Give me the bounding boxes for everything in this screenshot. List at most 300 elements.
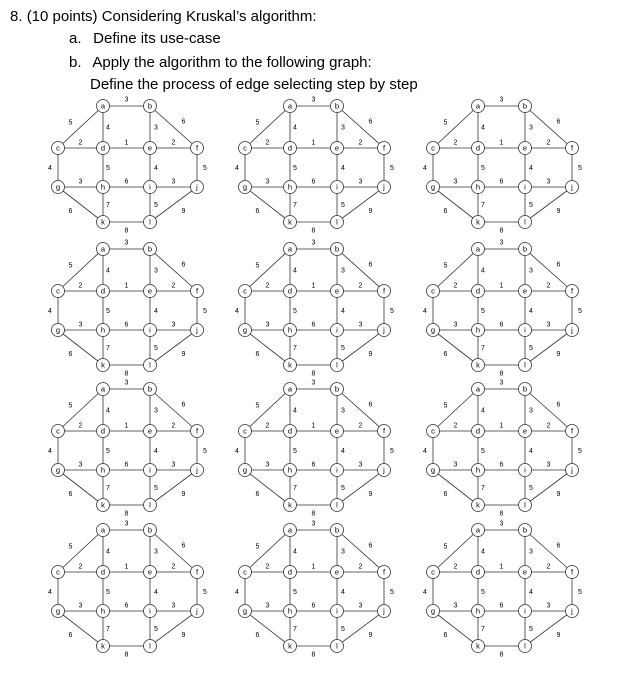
node-f (191, 566, 204, 579)
edge-weight-g-k: 6 (443, 351, 448, 358)
node-label: c (243, 143, 247, 153)
edge-weight-b-f: 6 (368, 401, 373, 409)
edge-weight-h-k: 7 (481, 626, 485, 633)
node-label: d (287, 143, 293, 153)
node-d (472, 425, 485, 438)
edge-weight-c-g: 4 (235, 165, 239, 172)
edge-weight-k-l: 8 (311, 227, 316, 235)
node-g (427, 464, 440, 477)
node-label: f (382, 286, 386, 296)
edge-weight-h-i: 6 (311, 602, 316, 610)
node-label: j (383, 465, 385, 475)
edge-weight-h-i: 6 (499, 461, 504, 469)
node-label: c (243, 426, 247, 436)
edge-weight-c-g: 4 (48, 308, 52, 315)
node-e (331, 566, 344, 579)
edge-weight-e-f: 2 (546, 422, 551, 430)
edge-weight-i-l: 5 (529, 485, 533, 492)
node-label: h (287, 325, 293, 335)
node-l (331, 359, 344, 372)
node-h (97, 181, 110, 194)
node-i (331, 605, 344, 618)
edge-g-k (433, 611, 478, 646)
node-label: l (336, 500, 338, 510)
edge-weight-i-j: 3 (358, 461, 363, 469)
part-b-subtext: Define the process of edge selecting step by step (90, 76, 418, 93)
node-label: i (336, 606, 338, 616)
edge-weight-j-l: 9 (181, 351, 186, 358)
edge-weight-i-l: 5 (154, 485, 158, 492)
edge-weight-h-i: 6 (311, 461, 316, 469)
node-label: h (287, 182, 293, 192)
edge-weight-b-e: 3 (529, 267, 533, 275)
node-label: b (334, 525, 340, 535)
edge-weight-a-b: 3 (124, 379, 129, 387)
edge-weight-d-h: 5 (293, 308, 297, 315)
edge-weight-a-c: 5 (255, 262, 260, 270)
node-b (331, 383, 344, 396)
edge-weight-a-b: 3 (124, 96, 129, 104)
node-label: b (522, 101, 528, 111)
edge-weight-k-l: 8 (124, 227, 129, 235)
edge-weight-f-j: 5 (578, 589, 582, 596)
node-label: c (431, 143, 435, 153)
edge-weight-d-h: 5 (293, 165, 297, 172)
edge-weight-d-h: 5 (293, 589, 297, 596)
edge-weight-d-e: 1 (499, 563, 504, 571)
node-i (519, 181, 532, 194)
node-c (427, 285, 440, 298)
node-label: h (100, 325, 106, 335)
edge-weight-a-d: 4 (293, 267, 297, 275)
node-d (472, 566, 485, 579)
edge-weight-i-l: 5 (341, 345, 345, 352)
edge-weight-c-d: 2 (265, 422, 270, 430)
edge-weight-a-b: 3 (124, 520, 129, 528)
node-label: k (288, 500, 292, 510)
edge-weight-j-l: 9 (368, 208, 373, 215)
node-label: j (571, 325, 573, 335)
node-label: i (149, 182, 151, 192)
node-label: b (334, 384, 340, 394)
edge-weight-a-b: 3 (499, 96, 504, 104)
node-label: b (147, 525, 153, 535)
node-i (144, 605, 157, 618)
node-h (472, 605, 485, 618)
node-label: b (147, 384, 153, 394)
edge-weight-g-h: 3 (78, 461, 83, 469)
edge-weight-k-l: 8 (124, 370, 129, 378)
node-l (519, 359, 532, 372)
edge-weight-i-j: 3 (546, 461, 551, 469)
node-f (378, 566, 391, 579)
node-c (239, 285, 252, 298)
node-label: d (475, 143, 481, 153)
node-e (144, 285, 157, 298)
node-a (97, 100, 110, 113)
node-e (144, 142, 157, 155)
node-label: h (287, 606, 293, 616)
edge-weight-b-e: 3 (529, 407, 533, 415)
edge-weight-h-i: 6 (124, 178, 129, 186)
node-e (519, 425, 532, 438)
edge-weight-j-l: 9 (556, 208, 561, 215)
node-label: f (570, 426, 574, 436)
edge-weight-d-e: 1 (124, 422, 129, 430)
edge-weight-h-i: 6 (499, 602, 504, 610)
node-label: l (149, 500, 151, 510)
graph-copy-8 (235, 380, 394, 518)
edge-weight-d-h: 5 (293, 448, 297, 455)
edge-weight-g-h: 3 (265, 321, 270, 329)
edge-weight-k-l: 8 (311, 651, 316, 659)
node-label: j (383, 325, 385, 335)
edge-weight-h-i: 6 (311, 178, 316, 186)
node-k (472, 216, 485, 229)
node-label: e (334, 286, 340, 296)
edge-weight-c-d: 2 (78, 422, 83, 430)
edge-weight-g-h: 3 (453, 321, 458, 329)
edge-weight-j-l: 9 (368, 351, 373, 358)
edge-weight-i-l: 5 (154, 345, 158, 352)
node-label: b (334, 244, 340, 254)
node-e (144, 566, 157, 579)
edge-weight-a-d: 4 (293, 124, 297, 132)
node-label: e (522, 567, 528, 577)
edge-weight-i-j: 3 (358, 321, 363, 329)
edge-weight-a-d: 4 (481, 548, 485, 556)
node-g (52, 181, 65, 194)
edge-weight-d-h: 5 (481, 448, 485, 455)
edge-weight-d-e: 1 (124, 139, 129, 147)
edge-weight-k-l: 8 (499, 651, 504, 659)
edge-weight-k-l: 8 (499, 227, 504, 235)
edge-weight-c-g: 4 (235, 589, 239, 596)
node-c (239, 566, 252, 579)
node-a (284, 100, 297, 113)
graph-copy-1 (48, 97, 207, 235)
edge-weight-e-i: 4 (341, 308, 345, 315)
edge-weight-b-f: 6 (181, 401, 186, 409)
node-c (52, 566, 65, 579)
edge-weight-a-d: 4 (481, 407, 485, 415)
edge-g-k (433, 330, 478, 365)
edge-weight-f-j: 5 (203, 308, 207, 315)
edge-weight-a-b: 3 (311, 520, 316, 528)
node-l (144, 359, 157, 372)
node-label: f (382, 567, 386, 577)
edge-weight-g-k: 6 (255, 351, 260, 358)
edge-weight-d-e: 1 (499, 139, 504, 147)
edge-weight-i-j: 3 (546, 602, 551, 610)
edge-weight-a-d: 4 (106, 267, 110, 275)
node-label: f (195, 426, 199, 436)
edge-weight-e-f: 2 (171, 563, 176, 571)
edge-weight-d-h: 5 (481, 308, 485, 315)
edge-weight-c-g: 4 (235, 448, 239, 455)
node-label: c (431, 286, 435, 296)
node-label: j (571, 606, 573, 616)
edge-weight-c-g: 4 (48, 165, 52, 172)
edge-weight-h-k: 7 (481, 202, 485, 209)
edge-weight-a-b: 3 (311, 96, 316, 104)
edge-weight-d-h: 5 (106, 165, 110, 172)
node-b (519, 100, 532, 113)
node-k (472, 499, 485, 512)
edge-weight-k-l: 8 (499, 510, 504, 518)
node-j (191, 464, 204, 477)
node-j (566, 181, 579, 194)
node-f (191, 425, 204, 438)
edge-weight-a-d: 4 (106, 407, 110, 415)
node-label: c (56, 567, 60, 577)
edge-weight-b-f: 6 (556, 118, 561, 126)
edge-weight-a-c: 5 (443, 262, 448, 270)
edge-weight-a-b: 3 (311, 379, 316, 387)
node-h (284, 464, 297, 477)
node-a (97, 383, 110, 396)
edge-weight-b-e: 3 (529, 548, 533, 556)
node-label: b (334, 101, 340, 111)
edge-weight-a-c: 5 (255, 402, 260, 410)
node-b (144, 524, 157, 537)
node-label: h (100, 606, 106, 616)
edge-weight-j-l: 9 (181, 491, 186, 498)
edge-g-k (58, 470, 103, 505)
node-label: a (287, 101, 293, 111)
node-a (472, 383, 485, 396)
node-label: f (195, 143, 199, 153)
node-c (52, 142, 65, 155)
node-k (97, 640, 110, 653)
node-label: i (524, 606, 526, 616)
node-i (519, 605, 532, 618)
edge-weight-i-l: 5 (154, 626, 158, 633)
node-label: e (522, 143, 528, 153)
edge-weight-g-k: 6 (255, 491, 260, 498)
edge-weight-c-d: 2 (265, 139, 270, 147)
edge-weight-k-l: 8 (124, 510, 129, 518)
edge-weight-i-j: 3 (171, 321, 176, 329)
node-k (97, 359, 110, 372)
node-label: i (149, 465, 151, 475)
node-e (519, 566, 532, 579)
edge-weight-k-l: 8 (311, 370, 316, 378)
node-i (519, 324, 532, 337)
node-label: j (383, 182, 385, 192)
node-label: i (524, 325, 526, 335)
edge-g-k (245, 330, 290, 365)
node-label: b (522, 525, 528, 535)
node-label: j (196, 465, 198, 475)
node-label: h (475, 465, 481, 475)
node-label: d (287, 567, 293, 577)
edge-weight-h-k: 7 (106, 345, 110, 352)
edge-weight-a-d: 4 (293, 407, 297, 415)
node-i (331, 324, 344, 337)
node-b (519, 383, 532, 396)
edge-weight-h-i: 6 (124, 602, 129, 610)
edge-weight-i-j: 3 (358, 178, 363, 186)
node-label: k (288, 217, 292, 227)
node-label: a (100, 525, 106, 535)
edge-weight-c-g: 4 (235, 308, 239, 315)
edge-weight-e-f: 2 (546, 282, 551, 290)
edge-weight-i-l: 5 (154, 202, 158, 209)
edge-weight-c-d: 2 (78, 282, 83, 290)
node-h (97, 605, 110, 618)
node-e (331, 142, 344, 155)
node-d (472, 285, 485, 298)
edge-weight-g-k: 6 (443, 208, 448, 215)
node-label: e (334, 567, 340, 577)
edge-weight-a-c: 5 (68, 402, 73, 410)
node-k (97, 216, 110, 229)
node-label: g (430, 325, 436, 335)
node-j (191, 181, 204, 194)
edge-weight-j-l: 9 (556, 351, 561, 358)
node-label: g (55, 325, 61, 335)
edge-weight-h-k: 7 (293, 485, 297, 492)
node-label: l (336, 641, 338, 651)
node-label: e (334, 426, 340, 436)
node-label: a (287, 384, 293, 394)
node-g (52, 605, 65, 618)
node-f (378, 425, 391, 438)
node-label: f (382, 143, 386, 153)
edge-weight-a-d: 4 (481, 124, 485, 132)
edge-weight-h-k: 7 (106, 202, 110, 209)
edge-weight-f-j: 5 (390, 165, 394, 172)
edge-weight-f-j: 5 (203, 589, 207, 596)
node-label: e (522, 426, 528, 436)
node-k (284, 640, 297, 653)
node-label: d (287, 426, 293, 436)
edge-weight-c-g: 4 (48, 589, 52, 596)
node-label: h (100, 465, 106, 475)
node-c (427, 425, 440, 438)
edge-g-k (433, 187, 478, 222)
edge-weight-g-k: 6 (443, 632, 448, 639)
edge-weight-i-j: 3 (171, 178, 176, 186)
edge-weight-i-l: 5 (529, 345, 533, 352)
edge-weight-a-c: 5 (68, 543, 73, 551)
edge-weight-e-f: 2 (171, 139, 176, 147)
node-label: a (475, 384, 481, 394)
node-j (378, 605, 391, 618)
edge-weight-d-e: 1 (311, 282, 316, 290)
edge-weight-j-l: 9 (181, 208, 186, 215)
node-label: g (55, 606, 61, 616)
node-d (284, 142, 297, 155)
node-label: k (476, 641, 480, 651)
node-a (472, 524, 485, 537)
edge-weight-b-f: 6 (181, 542, 186, 550)
node-k (472, 359, 485, 372)
node-label: l (524, 500, 526, 510)
edge-weight-a-b: 3 (124, 239, 129, 247)
edge-weight-k-l: 8 (124, 651, 129, 659)
edge-weight-a-b: 3 (499, 239, 504, 247)
edge-weight-f-j: 5 (578, 308, 582, 315)
edge-weight-a-c: 5 (443, 119, 448, 127)
edge-weight-g-h: 3 (265, 602, 270, 610)
node-l (144, 499, 157, 512)
node-c (427, 142, 440, 155)
node-label: f (570, 143, 574, 153)
graph-copy-4 (48, 240, 207, 378)
edge-g-k (245, 470, 290, 505)
edge-weight-i-j: 3 (171, 602, 176, 610)
edge-weight-f-j: 5 (203, 165, 207, 172)
edge-weight-e-i: 4 (154, 165, 158, 172)
edge-weight-d-h: 5 (106, 448, 110, 455)
edge-weight-i-j: 3 (171, 461, 176, 469)
edge-weight-a-c: 5 (255, 119, 260, 127)
node-label: b (147, 101, 153, 111)
node-h (97, 464, 110, 477)
node-label: f (382, 426, 386, 436)
node-label: k (476, 360, 480, 370)
edge-weight-i-j: 3 (546, 321, 551, 329)
edge-weight-g-k: 6 (68, 208, 73, 215)
node-label: l (524, 360, 526, 370)
edge-weight-d-e: 1 (499, 282, 504, 290)
edge-weight-g-h: 3 (265, 178, 270, 186)
node-f (566, 425, 579, 438)
node-l (331, 499, 344, 512)
edge-weight-a-b: 3 (311, 239, 316, 247)
edge-weight-e-f: 2 (546, 563, 551, 571)
node-d (284, 425, 297, 438)
node-f (566, 142, 579, 155)
node-a (284, 524, 297, 537)
edge-weight-b-f: 6 (556, 542, 561, 550)
node-label: l (336, 217, 338, 227)
edge-weight-d-h: 5 (106, 589, 110, 596)
node-label: c (56, 426, 60, 436)
edge-weight-c-d: 2 (453, 422, 458, 430)
node-h (284, 324, 297, 337)
node-label: d (100, 143, 106, 153)
edge-weight-d-e: 1 (124, 563, 129, 571)
edge-weight-a-d: 4 (106, 548, 110, 556)
node-e (519, 142, 532, 155)
node-label: g (242, 465, 248, 475)
node-i (144, 324, 157, 337)
node-label: g (55, 182, 61, 192)
node-label: b (147, 244, 153, 254)
edge-weight-h-k: 7 (481, 345, 485, 352)
part-b-label: b. (69, 54, 82, 71)
node-label: a (287, 244, 293, 254)
edge-weight-b-f: 6 (556, 401, 561, 409)
edge-weight-g-h: 3 (453, 461, 458, 469)
node-k (284, 359, 297, 372)
edge-weight-a-b: 3 (499, 379, 504, 387)
edge-weight-b-e: 3 (341, 548, 345, 556)
node-j (191, 605, 204, 618)
node-label: g (242, 325, 248, 335)
edge-weight-b-f: 6 (368, 118, 373, 126)
node-label: c (243, 567, 247, 577)
node-k (284, 499, 297, 512)
edge-weight-e-f: 2 (358, 282, 363, 290)
node-l (331, 216, 344, 229)
node-label: b (522, 244, 528, 254)
edge-weight-i-l: 5 (341, 202, 345, 209)
edge-weight-b-f: 6 (181, 118, 186, 126)
